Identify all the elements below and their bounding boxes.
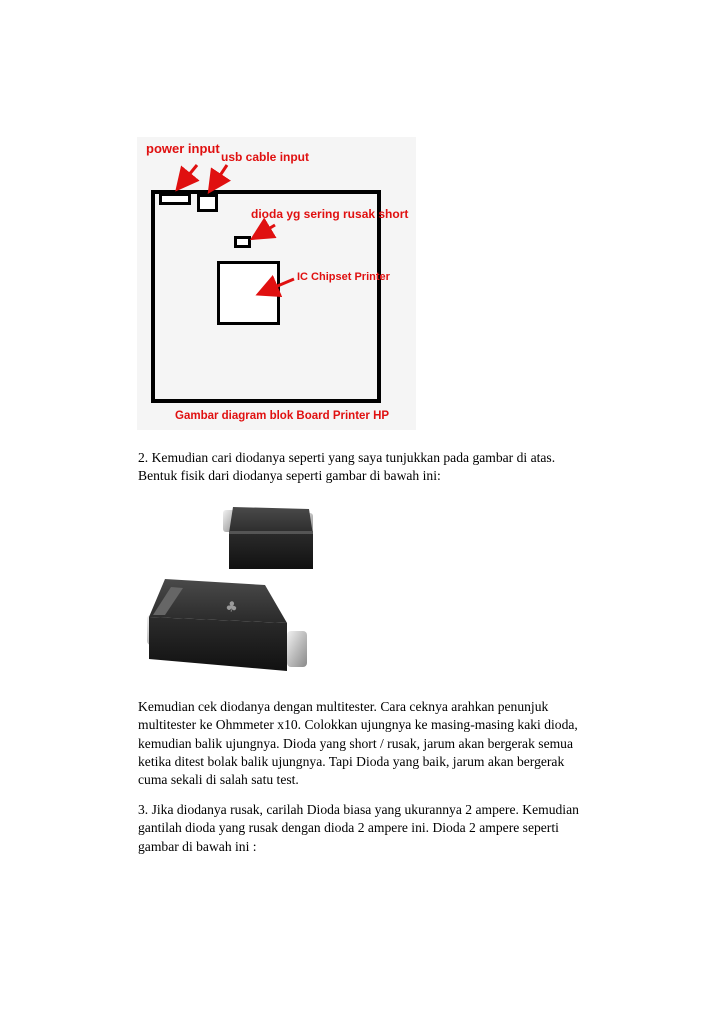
large-diode	[147, 579, 307, 671]
diagram-caption: Gambar diagram blok Board Printer HP	[175, 410, 390, 422]
label-dioda: dioda yg sering rusak short	[251, 207, 409, 221]
smd-diode-photo	[137, 499, 324, 685]
label-ic-chipset: IC Chipset Printer	[297, 271, 390, 283]
arrow-ic-chipset	[261, 279, 294, 293]
paragraph-check-diode: Kemudian cek diodanya dengan multitester. Cara ceknya arahkan penunjuk multitester ke Ohmmeter x10. Colokkan ujungnya ke masing-masing kaki dioda, kemudian balik ujungnya. Dioda yang short / rusak, jarum akan bergerak semua ketika ditest bolak balik ujungnya. Tapi Dioda yang baik, jarum akan bergerak cuma sekali di salah satu test.	[138, 699, 578, 788]
board-block-diagram	[137, 137, 416, 430]
svg-text:♣: ♣	[224, 599, 239, 616]
paragraph-step-3: 3. Jika diodanya rusak, carilah Dioda biasa yang ukurannya 2 ampere. Kemudian gantilah dioda yang rusak dengan dioda 2 ampere ini. Dioda 2 ampere seperti gambar di bawah ini :	[138, 802, 579, 854]
label-usb-cable-input: usb cable input	[221, 150, 310, 164]
small-diode	[223, 507, 313, 569]
arrow-power-input	[179, 165, 197, 187]
arrow-diode	[255, 225, 275, 237]
paragraph-step-2: 2. Kemudian cari diodanya seperti yang saya tunjukkan pada gambar di atas. Bentuk fisik dari diodanya seperti gambar di bawah ini:	[138, 450, 556, 484]
arrows-layer	[137, 137, 416, 430]
arrow-usb-input	[211, 165, 227, 189]
label-power-input: power input	[146, 141, 220, 156]
